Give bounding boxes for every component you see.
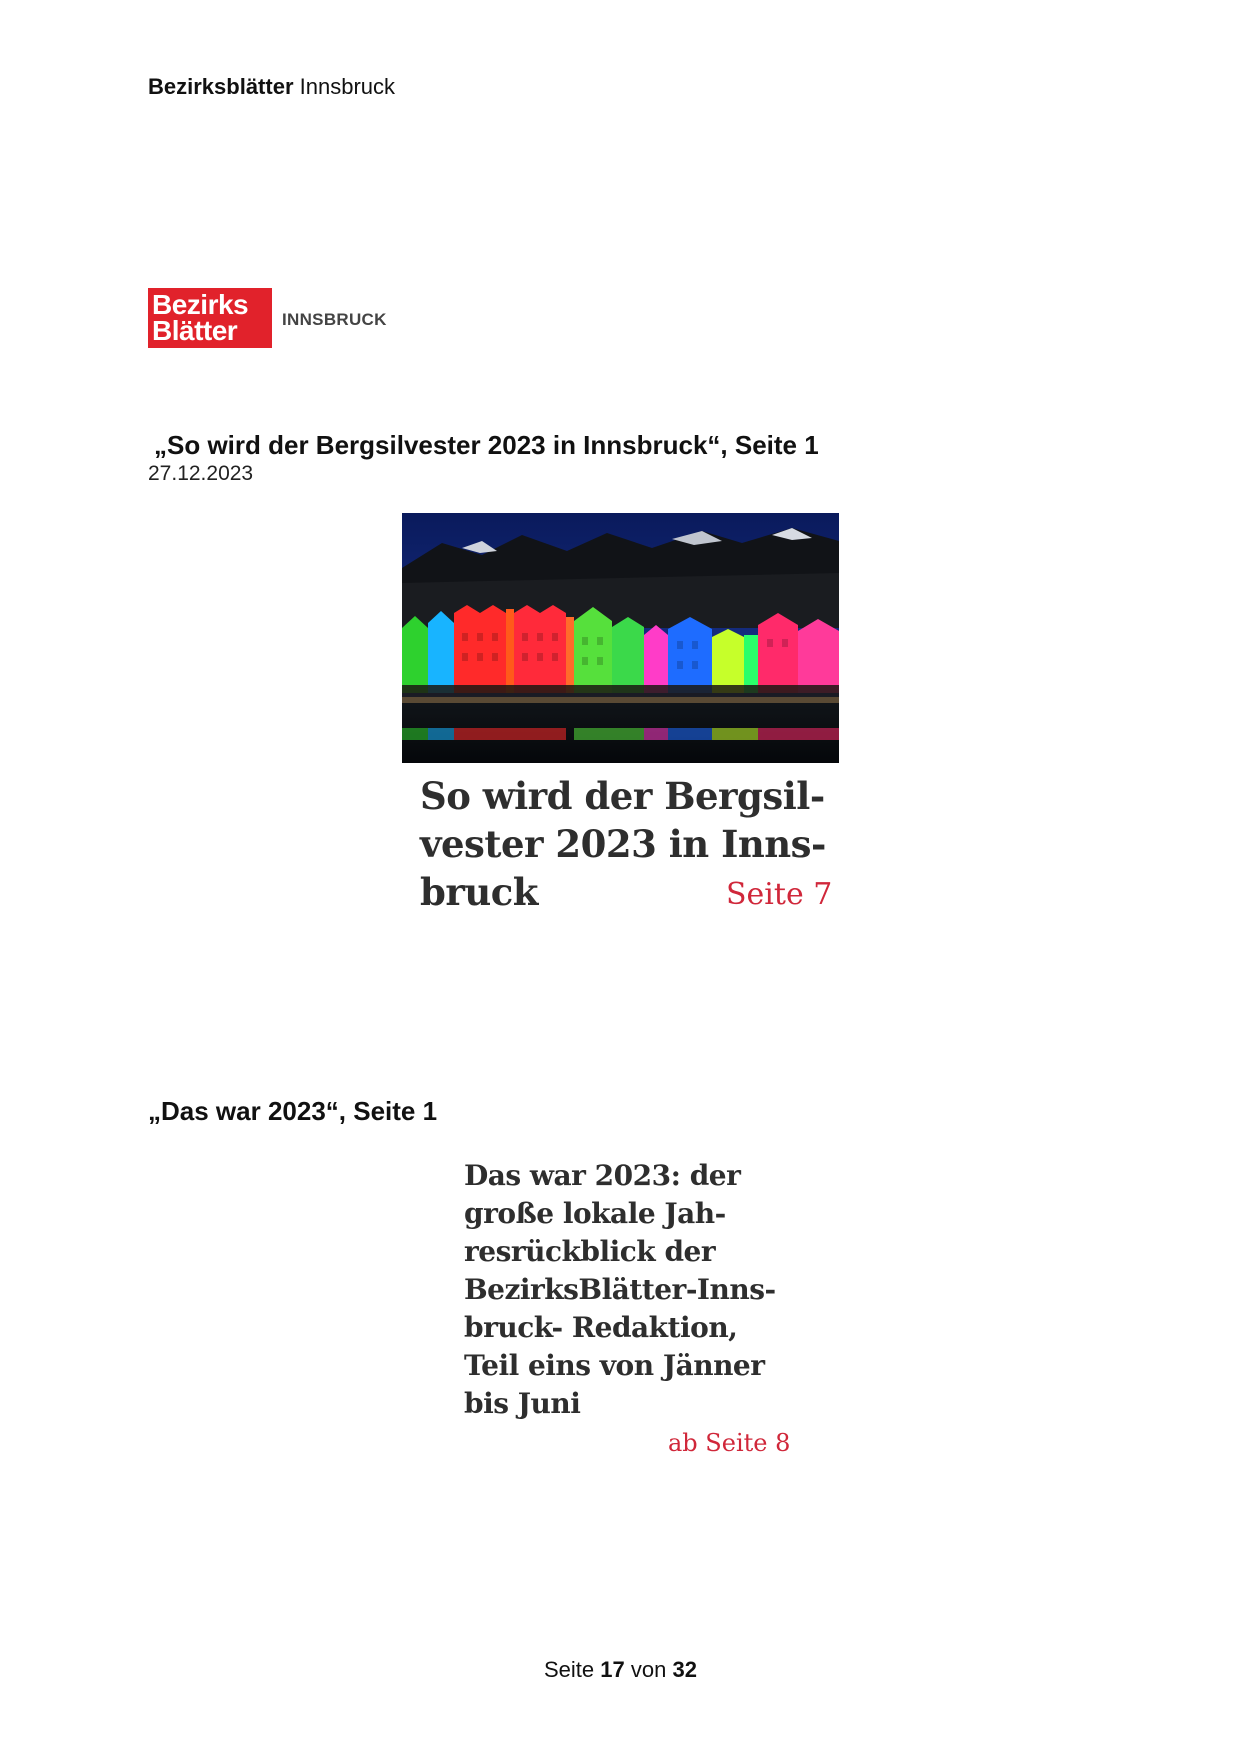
clip-1-line: vester 2023 in Inns- [420,822,826,866]
clip-2-line: resrückblick der [464,1235,716,1268]
article-2-heading: „Das war 2023“, Seite 1 [148,1096,438,1126]
article-2-clip-page: ab Seite 8 [668,1429,791,1457]
clip-2-line: große lokale Jah- [464,1197,726,1230]
article-2-clip-title [464,1157,804,1423]
page-footer [0,1657,1241,1683]
clip-2-line: bis Juni [464,1387,581,1420]
clip-1-line: So wird der Bergsil- [420,774,825,818]
footer-current-page: 17 [600,1657,625,1682]
clip-2-line: BezirksBlätter-Inns- [464,1273,776,1306]
logo-line-2: Blätter [152,315,238,346]
footer-middle: von [630,1657,667,1682]
innsbruck-houses-illustration [402,513,839,763]
clip-1-line: bruck [420,870,538,914]
footer-prefix: Seite [544,1657,595,1682]
article-1-photo [402,513,839,763]
header-brand: Bezirksblätter [148,74,294,99]
logo-line-1: Bezirks [152,289,249,320]
clip-2-line: Das war 2023: der [464,1159,741,1192]
article-1-clip-page: Seite 7 [726,877,833,912]
bezirksblaetter-logo [148,288,272,348]
clip-2-line: Teil eins von Jänner [464,1349,765,1382]
header-city: Innsbruck [299,74,396,99]
clip-2-line: bruck- Redaktion, [464,1311,738,1344]
logo-city: INNSBRUCK [282,310,387,329]
footer-total-pages: 32 [672,1657,697,1682]
document-header [148,74,395,100]
article-1-date: 27.12.2023 [148,462,254,485]
article-1-heading: „So wird der Bergsilvester 2023 in Innsbruck“, Seite 1 [154,430,819,460]
